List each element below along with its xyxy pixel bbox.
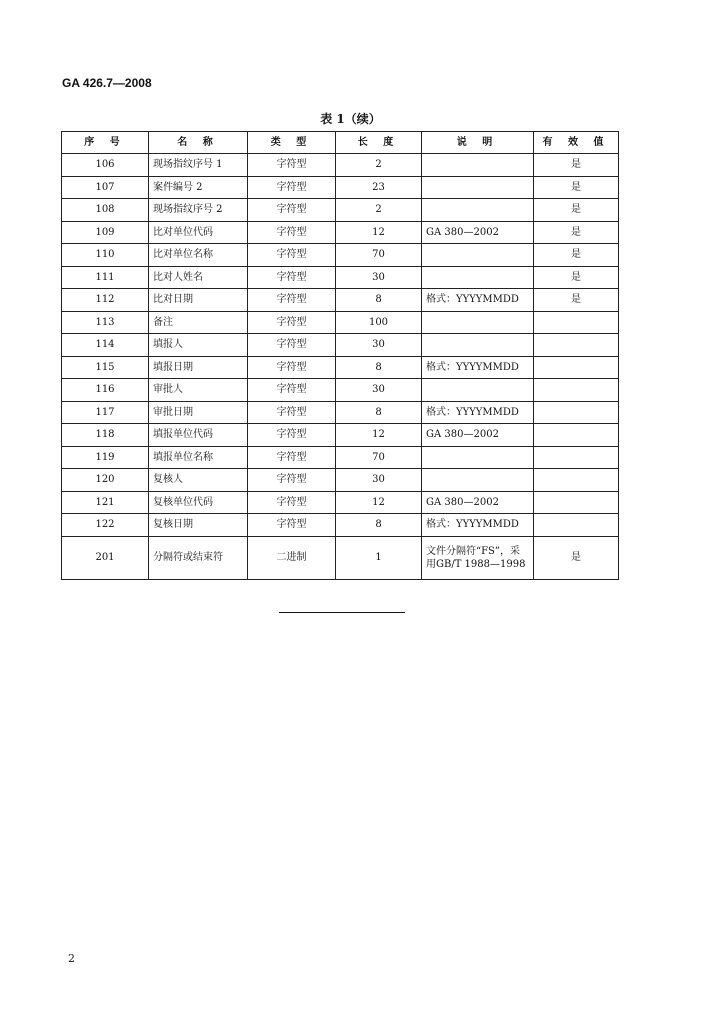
cell-seq: 106 bbox=[62, 154, 149, 177]
cell-valid: 是 bbox=[534, 289, 619, 312]
table-row bbox=[62, 536, 619, 579]
cell-length: 30 bbox=[336, 469, 422, 492]
cell-seq: 115 bbox=[62, 356, 149, 379]
cell-valid: 是 bbox=[534, 536, 619, 579]
standard-code: GA 426.7—2008 bbox=[62, 76, 152, 90]
cell-description bbox=[422, 199, 534, 222]
table-row bbox=[62, 334, 619, 357]
cell-length: 2 bbox=[336, 199, 422, 222]
cell-type: 字符型 bbox=[248, 334, 336, 357]
cell-valid: 是 bbox=[534, 244, 619, 267]
cell-name: 分隔符或结束符 bbox=[149, 536, 248, 579]
cell-length: 30 bbox=[336, 334, 422, 357]
cell-type: 字符型 bbox=[248, 221, 336, 244]
cell-description bbox=[422, 266, 534, 289]
cell-description: 格式：YYYYMMDD bbox=[422, 289, 534, 312]
cell-length: 8 bbox=[336, 356, 422, 379]
cell-length: 70 bbox=[336, 446, 422, 469]
table-row bbox=[62, 154, 619, 177]
table-row bbox=[62, 379, 619, 402]
cell-description bbox=[422, 446, 534, 469]
cell-length: 30 bbox=[336, 266, 422, 289]
cell-valid bbox=[534, 356, 619, 379]
cell-seq: 112 bbox=[62, 289, 149, 312]
cell-name: 比对单位名称 bbox=[149, 244, 248, 267]
cell-description bbox=[422, 244, 534, 267]
col-header-name: 名 称 bbox=[149, 132, 248, 154]
cell-length: 12 bbox=[336, 491, 422, 514]
cell-description: 格式：YYYYMMDD bbox=[422, 514, 534, 537]
cell-valid: 是 bbox=[534, 176, 619, 199]
cell-description bbox=[422, 469, 534, 492]
cell-description bbox=[422, 311, 534, 334]
cell-description bbox=[422, 154, 534, 177]
cell-description: GA 380—2002 bbox=[422, 424, 534, 447]
table-row bbox=[62, 514, 619, 537]
cell-seq: 119 bbox=[62, 446, 149, 469]
cell-length: 12 bbox=[336, 424, 422, 447]
cell-valid bbox=[534, 491, 619, 514]
cell-type: 字符型 bbox=[248, 244, 336, 267]
table-row bbox=[62, 469, 619, 492]
cell-seq: 114 bbox=[62, 334, 149, 357]
cell-description: GA 380—2002 bbox=[422, 221, 534, 244]
cell-type: 字符型 bbox=[248, 401, 336, 424]
table-row bbox=[62, 244, 619, 267]
cell-seq: 107 bbox=[62, 176, 149, 199]
cell-valid bbox=[534, 379, 619, 402]
cell-length: 12 bbox=[336, 221, 422, 244]
cell-type: 字符型 bbox=[248, 491, 336, 514]
cell-name: 审批日期 bbox=[149, 401, 248, 424]
cell-name: 备注 bbox=[149, 311, 248, 334]
cell-seq: 117 bbox=[62, 401, 149, 424]
table-row bbox=[62, 199, 619, 222]
cell-valid: 是 bbox=[534, 221, 619, 244]
cell-seq: 109 bbox=[62, 221, 149, 244]
table-row bbox=[62, 266, 619, 289]
cell-seq: 113 bbox=[62, 311, 149, 334]
table-header-row bbox=[62, 132, 619, 154]
cell-valid bbox=[534, 334, 619, 357]
cell-name: 审批人 bbox=[149, 379, 248, 402]
cell-seq: 122 bbox=[62, 514, 149, 537]
table-row bbox=[62, 311, 619, 334]
cell-valid bbox=[534, 446, 619, 469]
cell-name: 复核单位代码 bbox=[149, 491, 248, 514]
col-header-description: 说 明 bbox=[422, 132, 534, 154]
table-row bbox=[62, 446, 619, 469]
cell-name: 比对单位代码 bbox=[149, 221, 248, 244]
cell-description: 格式：YYYYMMDD bbox=[422, 401, 534, 424]
field-spec-table bbox=[61, 131, 619, 580]
cell-description: GA 380—2002 bbox=[422, 491, 534, 514]
col-header-valid: 有 效 值 bbox=[534, 132, 619, 154]
cell-length: 8 bbox=[336, 514, 422, 537]
cell-valid: 是 bbox=[534, 266, 619, 289]
cell-valid bbox=[534, 469, 619, 492]
cell-valid bbox=[534, 311, 619, 334]
cell-name: 复核人 bbox=[149, 469, 248, 492]
table-row bbox=[62, 356, 619, 379]
table-row bbox=[62, 491, 619, 514]
cell-description bbox=[422, 379, 534, 402]
cell-type: 字符型 bbox=[248, 514, 336, 537]
cell-name: 现场指纹序号 1 bbox=[149, 154, 248, 177]
cell-type: 字符型 bbox=[248, 356, 336, 379]
cell-description bbox=[422, 334, 534, 357]
cell-description bbox=[422, 176, 534, 199]
cell-valid: 是 bbox=[534, 199, 619, 222]
table-row bbox=[62, 221, 619, 244]
cell-seq: 111 bbox=[62, 266, 149, 289]
cell-type: 字符型 bbox=[248, 424, 336, 447]
cell-type: 字符型 bbox=[248, 446, 336, 469]
cell-type: 字符型 bbox=[248, 199, 336, 222]
cell-valid bbox=[534, 401, 619, 424]
table-row bbox=[62, 289, 619, 312]
cell-seq: 108 bbox=[62, 199, 149, 222]
cell-name: 填报人 bbox=[149, 334, 248, 357]
table-row bbox=[62, 176, 619, 199]
cell-seq: 201 bbox=[62, 536, 149, 579]
cell-seq: 110 bbox=[62, 244, 149, 267]
cell-valid bbox=[534, 514, 619, 537]
cell-name: 填报日期 bbox=[149, 356, 248, 379]
cell-type: 字符型 bbox=[248, 311, 336, 334]
cell-description: 文件分隔符“FS”，采用GB/T 1988—1998 bbox=[422, 536, 534, 579]
col-header-seq: 序 号 bbox=[62, 132, 149, 154]
table-row bbox=[62, 401, 619, 424]
cell-name: 比对日期 bbox=[149, 289, 248, 312]
cell-seq: 120 bbox=[62, 469, 149, 492]
cell-length: 8 bbox=[336, 401, 422, 424]
cell-length: 30 bbox=[336, 379, 422, 402]
cell-type: 字符型 bbox=[248, 379, 336, 402]
cell-length: 70 bbox=[336, 244, 422, 267]
cell-type: 字符型 bbox=[248, 469, 336, 492]
cell-length: 23 bbox=[336, 176, 422, 199]
cell-type: 字符型 bbox=[248, 176, 336, 199]
cell-seq: 116 bbox=[62, 379, 149, 402]
cell-name: 比对人姓名 bbox=[149, 266, 248, 289]
cell-name: 现场指纹序号 2 bbox=[149, 199, 248, 222]
cell-name: 填报单位名称 bbox=[149, 446, 248, 469]
cell-name: 填报单位代码 bbox=[149, 424, 248, 447]
col-header-length: 长 度 bbox=[336, 132, 422, 154]
cell-valid bbox=[534, 424, 619, 447]
cell-description: 格式：YYYYMMDD bbox=[422, 356, 534, 379]
cell-type: 字符型 bbox=[248, 154, 336, 177]
cell-name: 案件编号 2 bbox=[149, 176, 248, 199]
table-row bbox=[62, 424, 619, 447]
cell-valid: 是 bbox=[534, 154, 619, 177]
cell-length: 2 bbox=[336, 154, 422, 177]
cell-length: 100 bbox=[336, 311, 422, 334]
end-of-document-rule bbox=[279, 612, 405, 613]
cell-type: 二进制 bbox=[248, 536, 336, 579]
cell-type: 字符型 bbox=[248, 289, 336, 312]
cell-seq: 121 bbox=[62, 491, 149, 514]
cell-length: 8 bbox=[336, 289, 422, 312]
cell-length: 1 bbox=[336, 536, 422, 579]
cell-type: 字符型 bbox=[248, 266, 336, 289]
cell-name: 复核日期 bbox=[149, 514, 248, 537]
cell-seq: 118 bbox=[62, 424, 149, 447]
table-caption: 表 1（续） bbox=[320, 112, 381, 126]
col-header-type: 类 型 bbox=[248, 132, 336, 154]
page-number: 2 bbox=[68, 952, 75, 965]
